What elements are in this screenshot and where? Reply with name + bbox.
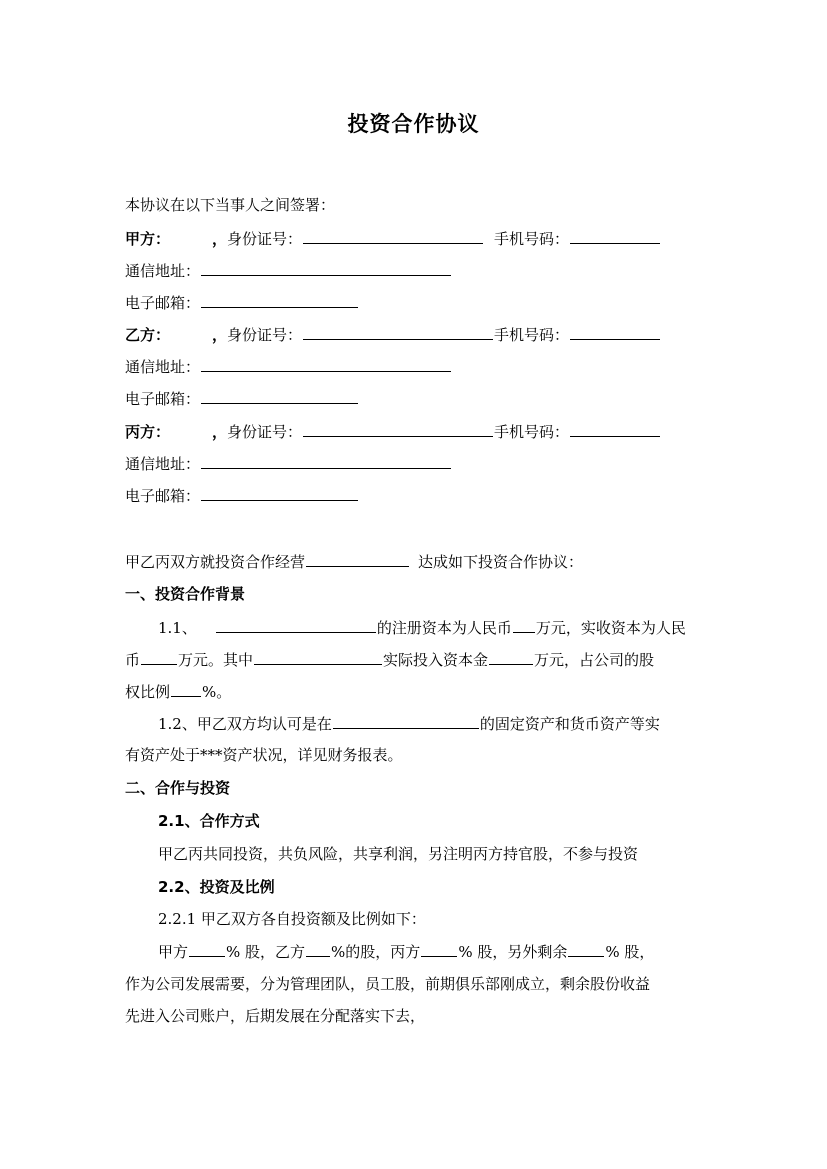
party-c-row — [125, 421, 661, 442]
party-c-label: 丙方： — [125, 423, 171, 441]
clause-1-1-ratio-blank[interactable] — [171, 681, 201, 697]
ratio-text-d: % 股，另外剩余 — [458, 943, 568, 961]
party-c-comma: ， — [212, 423, 228, 441]
clause-1-1-text-b: 万元，实收资本为人民 — [535, 619, 686, 637]
party-b-comma: ， — [212, 326, 228, 344]
clause-1-2-text-b: 的固定资产和货币资产等实 — [479, 715, 660, 733]
clause-1-2-line2: 有资产处于***资产状况，详见财务报表。 — [125, 746, 403, 764]
party-a-phone-label: 手机号码： — [494, 230, 570, 248]
section2-heading: 二、合作与投资 — [125, 779, 231, 797]
ratio-cont-1: 作为公司发展需要，分为管理团队，员工股，前期俱乐部刚成立，剩余股份收益 — [125, 975, 651, 993]
agreement-text-after: 达成如下投资合作协议： — [418, 553, 584, 571]
party-c-phone-label: 手机号码： — [494, 423, 570, 441]
clause-1-1-text-c: 币 — [125, 651, 141, 669]
party-c-address-blank[interactable] — [201, 453, 451, 469]
ratio-line — [158, 941, 654, 962]
party-c-address-label: 通信地址： — [125, 455, 201, 473]
ratio-a-blank[interactable] — [189, 941, 225, 957]
clause-1-1-num: 1.1、 — [158, 619, 197, 637]
clause-1-1-text-a: 的注册资本为人民币 — [376, 619, 512, 637]
clause-1-1-capital-blank[interactable] — [513, 617, 535, 633]
document-title: 投资合作协议 — [347, 112, 480, 136]
clause-1-2-line1 — [158, 713, 660, 734]
ratio-text-e: % 股， — [605, 943, 655, 961]
party-b-address-label: 通信地址： — [125, 358, 201, 376]
clause-1-1-line3 — [125, 681, 231, 702]
clause-1-1-text-e: 实际投入资本金 — [383, 651, 489, 669]
ratio-remain-blank[interactable] — [568, 941, 604, 957]
party-a-address-row — [125, 260, 452, 281]
ratio-c-blank[interactable] — [421, 941, 457, 957]
clause-1-1-company-blank[interactable] — [216, 617, 376, 633]
party-b-address-blank[interactable] — [201, 356, 451, 372]
ratio-cont-2: 先进入公司账户，后期发展在分配落实下去， — [125, 1007, 426, 1025]
clause-1-2-text-a: 1.2、甲乙双方均认可是在 — [158, 715, 332, 733]
clause-1-2-blank[interactable] — [333, 713, 479, 729]
agreement-line — [125, 551, 583, 572]
party-a-address-label: 通信地址： — [125, 262, 201, 280]
clause-1-1-investor-blank[interactable] — [254, 649, 382, 665]
party-b-id-blank[interactable] — [303, 324, 493, 340]
clause-1-1-line2 — [125, 649, 654, 670]
section2-sub2: 2.2、投资及比例 — [158, 878, 275, 896]
party-c-phone-blank[interactable] — [570, 421, 660, 437]
agreement-text-before: 甲乙丙双方就投资合作经营 — [125, 553, 306, 571]
party-b-address-row — [125, 356, 452, 377]
party-b-phone-blank[interactable] — [570, 324, 660, 340]
agreement-blank[interactable] — [306, 551, 409, 567]
clause-1-1-text-f: 万元，占公司的股 — [534, 651, 655, 669]
section2-sub1: 2.1、合作方式 — [158, 812, 260, 830]
clause-1-1-text-h: %。 — [202, 683, 232, 701]
clause-1-1-line1 — [158, 617, 702, 638]
clause-1-1-text-g: 权比例 — [125, 683, 171, 701]
party-a-comma: ， — [212, 230, 228, 248]
party-c-address-row — [125, 453, 452, 474]
clause-2-2-1: 2.2.1 甲乙双方各自投资额及比例如下： — [158, 910, 426, 928]
party-a-address-blank[interactable] — [201, 260, 451, 276]
ratio-b-blank[interactable] — [306, 941, 330, 957]
party-b-email-label: 电子邮箱： — [125, 390, 201, 408]
ratio-text-b: % 股，乙方 — [226, 943, 306, 961]
intro-text: 本协议在以下当事人之间签署： — [125, 196, 336, 214]
section1-heading: 一、投资合作背景 — [125, 585, 246, 603]
party-b-row — [125, 324, 661, 345]
party-c-email-blank[interactable] — [201, 485, 358, 501]
party-a-phone-blank[interactable] — [570, 228, 660, 244]
party-c-email-label: 电子邮箱： — [125, 487, 201, 505]
party-a-id-blank[interactable] — [303, 228, 483, 244]
party-b-label: 乙方： — [125, 326, 171, 344]
party-b-phone-label: 手机号码： — [494, 326, 570, 344]
party-b-id-label: 身份证号： — [227, 326, 303, 344]
clause-1-1-amount-blank[interactable] — [489, 649, 533, 665]
party-a-id-label: 身份证号： — [227, 230, 303, 248]
clause-1-1-text-d: 万元。其中 — [178, 651, 254, 669]
party-a-label: 甲方： — [125, 230, 171, 248]
clause-1-1-paid-blank[interactable] — [141, 649, 177, 665]
party-a-row — [125, 228, 661, 249]
section2-sub1-text: 甲乙丙共同投资，共负风险，共享利润，另注明丙方持官股，不参与投资 — [158, 845, 639, 863]
party-a-email-blank[interactable] — [201, 292, 358, 308]
ratio-text-c: %的股，丙方 — [331, 943, 421, 961]
party-b-email-blank[interactable] — [201, 388, 358, 404]
ratio-text-a: 甲方 — [158, 943, 189, 961]
party-b-email-row — [125, 388, 359, 409]
party-c-id-label: 身份证号： — [227, 423, 303, 441]
party-c-id-blank[interactable] — [303, 421, 493, 437]
party-a-email-row — [125, 292, 359, 313]
party-c-email-row — [125, 485, 359, 506]
party-a-email-label: 电子邮箱： — [125, 294, 201, 312]
